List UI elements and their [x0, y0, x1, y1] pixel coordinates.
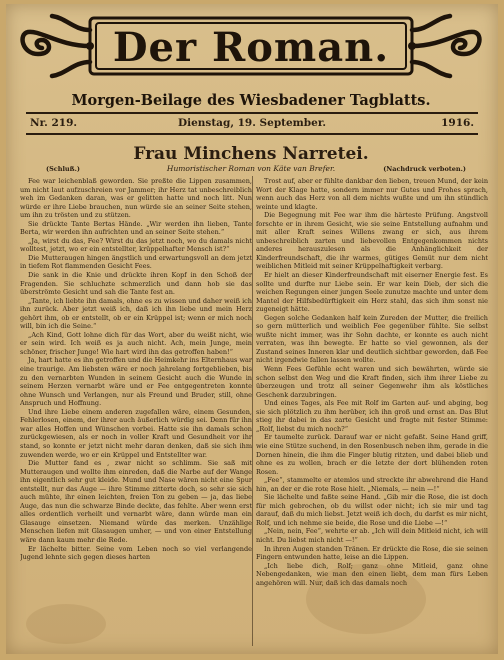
masthead-ornament	[20, 10, 482, 80]
issue-year: 1916.	[441, 117, 474, 129]
paragraph: Fee war leichenblaß geworden. Sie preßte die Lippen zusammen, um nicht laut aufzuschreien vor Jammer; ihr Herz tat unbeschreiblich weh im Gedanken daran, was er gelitten hatte und noch litt. Nun würde er ihre Liebe brauchen, nun würde sie an seiner Seite stehen, um ihn zu trösten und zu stützen.	[20, 177, 252, 220]
paragraph: In ihren Augen standen Tränen. Er drückte die Rose, die sie seinen Fingern entwunden hatte, leise an die Lippen.	[256, 544, 488, 562]
right-column	[256, 177, 488, 645]
paragraph: Er taumelte zurück. Darauf war er nicht gefaßt. Seine Hand griff, wie eine Stütze suchend, in den Rosenbusch neben ihm, gerade in die Dornen hinein, die ihm die Finger blutig ritzten, und dabei blieb und ohne es zu wollen, brach er die letzte der dort blühenden roten Rosen.	[256, 433, 488, 476]
bottom-rule	[26, 133, 478, 135]
masthead-title: Der Roman.	[112, 24, 390, 71]
masthead-subtitle: Morgen-Beilage des Wiesbadener Tagblatts.	[71, 92, 431, 109]
paragraph: Ja, hart hatte es ihn getroffen und die Heimkehr ins Elternhaus war eine traurige. Am liebsten wäre er noch jahrelang fortgeblieben, bis zu den vernarbten Wunden in seinem Gesicht auch die Wunde in seinem Herzen vernarbt wäre und er Fee entgegentreten konnte ohne Wunsch und Verlangen, nur als Freund und Bruder, still, ohne Anspruch und Hoffnung.	[20, 356, 252, 408]
paragraph: „Nein, nein, Fee“, wehrte er ab. „Ich will dein Mitleid nicht, ich will nicht. Du liebst mich nicht —!“	[256, 527, 488, 544]
paragraph: Und ihre Liebe einem anderen zugefallen wäre, einem Gesunden, Fehlerlosen, einem, der ihrer auch äußerlich würdig sei. Denn für ihn war alles Hoffen und Wünschen vorbei. Hatte sie ihn damals schon zurückgewiesen, als er noch in voller Kraft und Gesundheit vor ihr stand, so konnte er jetzt nicht mehr daran denken, daß sie sich ihm zuwenden werde, wo er ein Krüppel und Entstellter war.	[20, 407, 252, 459]
paragraph: „Tante, ich liebte ihn damals, ohne es zu wissen und daher weiß ich ihn zurück. Aber jetzt weiß ich, daß ich ihn liebe und mein Herz gehört ihm, ob er entstellt, ob er ein Krüppel ist; wenn er mich noch will, bin ich die Seine.“	[20, 296, 252, 331]
left-column	[20, 177, 252, 645]
issue-number: Nr. 219.	[30, 117, 78, 129]
paragraph: „Ja, wirst du das, Fee? Wirst du das jetzt noch, wo du damals nicht wolltest, jetzt, wo er ein entstellter, krüppelhafter Mensch ist?“	[20, 236, 252, 254]
top-rule	[26, 112, 478, 114]
column-divider	[252, 176, 253, 646]
reprint-notice: (Nachdruck verboten.)	[383, 165, 466, 173]
paragraph: „Fee“, stammelte er atemlos und streckte ihr abwehrend die Hand hin, an der er die rote Rose hielt. „Niemals, — nein —!“	[256, 476, 488, 493]
paragraph: Die Mutteraugen hingen ängstlich und erwartungsvoll an dem jetzt in tiefem Rot flammenden Gesicht Fees.	[20, 253, 252, 271]
dateline	[28, 117, 476, 133]
paragraph: „Ich liebe dich, Rolf; ganz ohne Mitleid, ganz ohne Nebengedanken, wie man den einen liebt, dem man fürs Leben angehören will. Nur, daß ich das damals noch	[256, 561, 488, 587]
paragraph: Die sank in die Knie und drückte ihren Kopf in den Schoß der Fragenden. Sie schluchzte schmerzlich und dann hob sie das überströmte Gesicht und sah die Tante fest an.	[20, 271, 252, 297]
paragraph: „Ach Kind, Gott lohne dich für das Wort, aber du weißt nicht, wie er sein wird. Ich weiß es ja auch nicht. Ach, mein Junge, mein schöner, frischer Junge! Wie hart wird ihn das getroffen haben!“	[20, 330, 252, 356]
paragraph: Die Begegnung mit Fee war ihm die härteste Prüfung. Angstvoll forschte er in ihrem Gesicht, wie sie seine Entstellung aufnahm und mit aller Kraft seines Willens zwang er sich, aus ihrem unbeschreiblich zarten und liebevollen Entgegenkommen nichts anderes herauszulesen als die Anhänglichkeit der Kinderfreundschaft, die ihr warmes, gütiges Gemüt nur dem nicht weiblichen Mitleid mit seiner Krüppelhaftigkeit verbarg.	[256, 211, 488, 271]
paragraph: Er hielt an dieser Kinderfreundschaft mit eiserner Energie fest. Es sollte und durfte nur Liebe sein. Er war kein Dieb, der sich die weichen Regungen einer jungen Seele zunutze machte und unter dem Mantel der Hilfsbedürftigkeit ein Herz stahl, das sich ihm sonst nie zugeneigt hätte.	[256, 271, 488, 314]
paragraph: Wenn Fees Gefühle echt waren und sich bewährten, würde sie schon selbst den Weg und die Kraft finden, sich ihm ihrer Liebe zu überzeugen und trotz all seiner Gegenwehr ihm als köstliches Geschenk darzubringen.	[256, 365, 488, 399]
paragraph: Sie drückte Tante Bertas Hände. „Wir werden ihn lieben, Tante Berta, wir werden ihn aufrichten und an seiner Seite stehen.“	[20, 219, 252, 237]
paragraph: Er lächelte bitter. Seine vom Leben noch so viel verlangende Jugend lehnte sich gegen dieses harten	[20, 544, 252, 562]
paragraph: Gegen solche Gedanken half kein Zureden der Mutter, die freilich so gern mütterlich und weiblich Fee gegenüber fühlte. Sie selbst wußte nicht immer, was ihr Sohn dachte, er konnte es auch nicht verraten, was ihn bewegte. Er hatte so viel gewonnen, als der Zustand seines Inneren klar und deutlich sichtbar geworden, daß Fee nicht irgendwie fallen lassen wollte.	[256, 313, 488, 365]
story-byline: Humoristischer Roman von Käte van Brefer.	[166, 164, 336, 173]
paragraph: Sie lächelte und faßte seine Hand. „Gib mir die Rose, die ist doch für mich gebrochen, ob du willst oder nicht; ich sie mir und tag darauf, daß du mich liebst. Jetzt weiß ich doch, du darfst es mir nicht, Rolf, und ich nehme sie beide, die Rose und die Liebe —!“	[256, 493, 488, 527]
paragraph: Trost auf, aber er fühlte dankbar den lieben, treuen Mund, der kein Wort der Klage hatte, sondern immer nur Gutes und Frohes sprach, wenn auch das Herz von all dem nichts wußte und um ihn stündlich weinte und klagte.	[256, 177, 488, 211]
paragraph: Und eines Tages, als Fee mit Rolf im Garten auf- und abging, bog sie sich plötzlich zu ihm herüber, ich ihn groß und ernst an. Das Blut stieg ihr dabei in das zarte Gesicht und fragte mit fester Stimme: „Rolf, liebst du mich noch?“	[256, 399, 488, 433]
paragraph: Die Mutter fand es , zwar nicht so schlimm. Sie saß mit Mutteraugen und wollte ihm einreden, daß die Narbe auf der Wange ihn eigentlich sehr gut kleide. Mund und Nase wären nicht eine Spur entstellt, nur das Auge — ihre Stimme zitterte doch, so sehr sie sich auch mühte, ihr einen leichten, freien Ton zu geben — ja, das liebe Auge, das nun die schwarze Binde deckte, das fehlte. Aber wenn erst alles ordentlich verheilt und vernarbt wäre, dann würde man ein Glasauge einsetzen. Niemand würde das merken. Unzählige Menschen liefen mit Glasaugen umher, — und von einer Entstellung wäre dann kaum mehr die Rede.	[20, 459, 252, 544]
story-title: Frau Minchens Narretei.	[133, 144, 369, 164]
issue-date: Dienstag, 19. September.	[178, 117, 327, 129]
newspaper-page	[6, 4, 498, 654]
continuation-tag: (Schluß.)	[46, 165, 80, 173]
